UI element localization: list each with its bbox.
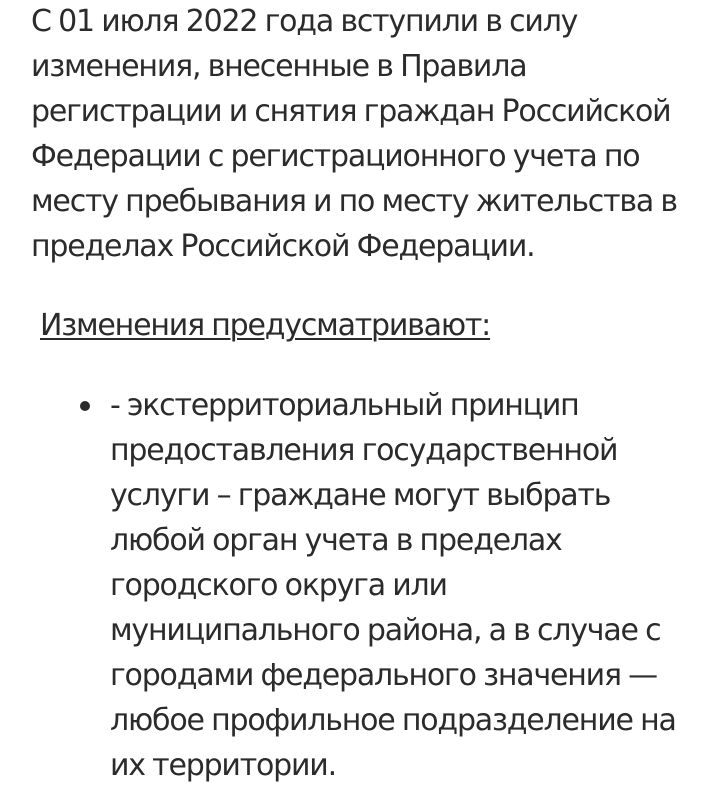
- changes-list: [80, 383, 680, 788]
- list-item-text: - экстерриториальный принцип предоставления государственной услуги – граждане могут выбрать любой орган учета в пределах городского округа или муниципального района, а в случае с городами федерального значения — любое профильное подразделение на их территории.: [110, 388, 676, 783]
- intro-paragraph: С 01 июля 2022 года вступили в силу изменения, внесенные в Правила регистрации и снятия граждан Российской Федерации с регистрационного учета по месту пребывания и по месту жительства в пределах Российской Федерации.: [31, 4, 677, 264]
- bullet-icon: [80, 401, 90, 411]
- document-body: [31, 0, 701, 270]
- list-item: [80, 383, 680, 788]
- list-subheading: Изменения предусматривают:: [40, 308, 491, 343]
